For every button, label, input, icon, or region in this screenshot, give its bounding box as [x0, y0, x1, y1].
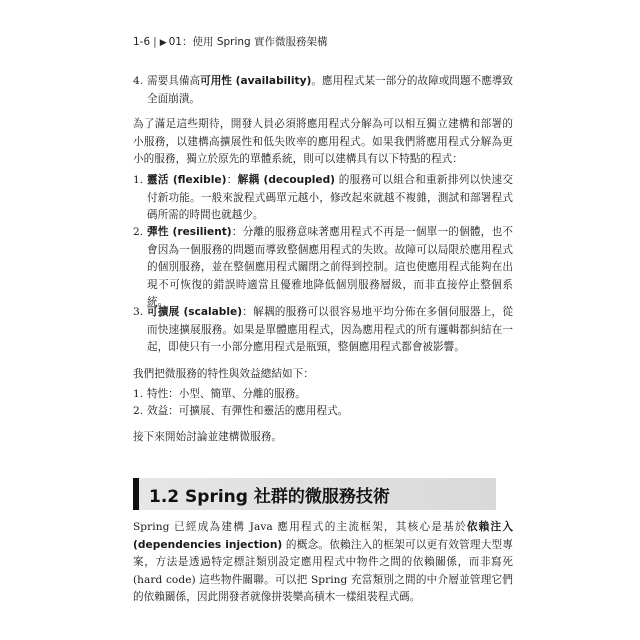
term-scalable: 可擴展 (scalable) [147, 306, 243, 318]
list-text [147, 172, 513, 225]
summary-item-traits [133, 386, 513, 404]
list-item-availability [133, 73, 513, 108]
text-segment: ： [226, 174, 238, 186]
text-segment: 的概念。依賴注入的框架可以更有效管理大型專案，方法是透過特定標註類別設定應用程式中物件之間的依賴關係，而非寫死 (hard code) 這些物件關聯。可以把 Spring 充當類別之間的中介層並管理它們的依賴關係，因此開發者就像拼裝樂高積木一樣組裝程式碼。 [133, 538, 513, 603]
summary-item-benefits [133, 403, 513, 421]
transition-sentence: 接下來開始討論並建構微服務。 [133, 431, 283, 443]
term-resilient: 彈性 (resilient) [147, 226, 232, 238]
text-segment: 需要具備高 [147, 75, 201, 87]
section-title: 1.2 Spring 社群的微服務技術 [149, 487, 390, 507]
term-flexible: 靈活 (flexible) [147, 174, 227, 186]
list-text: 效益：可擴展、有彈性和靈活的應用程式。 [147, 405, 349, 417]
paragraph-spring [133, 519, 513, 607]
triangle-arrow-icon: ▶ [159, 38, 167, 48]
text-segment: 。應用程式某一部分的故障或問題不應導致全面崩潰。 [147, 75, 514, 105]
list-item-scalable [133, 304, 513, 357]
text-segment: ：分離的服務意味著應用程式不再是一個單一的個體，也不會因為一個服務的問題而導致整個應用程式的失敗。故障可以局限於應用程式的個別服務，並在整個應用程式關閉之前得到控制。這也使應用程式能夠在出現不可恢復的錯誤時適當且優雅地降低個別服務層級，而非直接停止整個系統。 [147, 226, 513, 308]
list-text: 特性：小型、簡單、分離的服務。 [147, 388, 306, 400]
text-segment: Spring 已經成為建構 Java 應用程式的主流框架，其核心是基於 [133, 521, 467, 533]
term-availability: 可用性 (availability) [200, 75, 312, 87]
list-text [147, 224, 513, 312]
section-marker [133, 478, 139, 510]
text-segment: 的服務可以組合和重新排列以快速交付新功能。一般來說程式碼單元越小，修改起來就越不複雜，測試和部署程式碼所需的時間也就越少。 [147, 174, 513, 221]
page-number: 1-6 [133, 36, 151, 48]
term-decoupled: 解耦 (decoupled) [237, 174, 336, 186]
list-text [147, 73, 513, 108]
text-segment: ：解耦的服務可以很容易地平均分佈在多個伺服器上，從而快速擴展服務。如果是單體應用程式，因為應用程式的所有邏輯都糾結在一起，即使只有一小部分應用程式是瓶頸，整個應用程式都會被影響。 [147, 306, 513, 353]
paragraph-decompose: 為了滿足這些期待，開發人員必須將應用程式分解為可以相互獨立建構和部署的小服務，以建構高擴展性和低失敗率的應用程式。如果我們將應用程式分解為更小的服務，獨立於原先的單體系統，則可以建構具有以下特點的程式： [133, 118, 513, 165]
term-dependency-injection: 依賴注入 (dependencies injection) [133, 521, 513, 551]
running-head [133, 34, 513, 49]
list-number: 1. [133, 388, 144, 400]
list-number: 3. [133, 306, 144, 318]
section-heading [133, 478, 496, 510]
chapter-title: 01：使用 Spring 實作微服務架構 [168, 36, 328, 48]
list-item-resilient [133, 224, 513, 312]
summary-intro: 我們把微服務的特性與效益總結如下： [133, 368, 314, 380]
list-number: 1. [133, 174, 144, 186]
list-item-flexible [133, 172, 513, 225]
list-number: 2. [133, 405, 144, 417]
list-number: 2. [133, 226, 144, 238]
list-text [147, 304, 513, 357]
header-separator: | [153, 36, 157, 48]
list-number: 4. [133, 75, 144, 87]
